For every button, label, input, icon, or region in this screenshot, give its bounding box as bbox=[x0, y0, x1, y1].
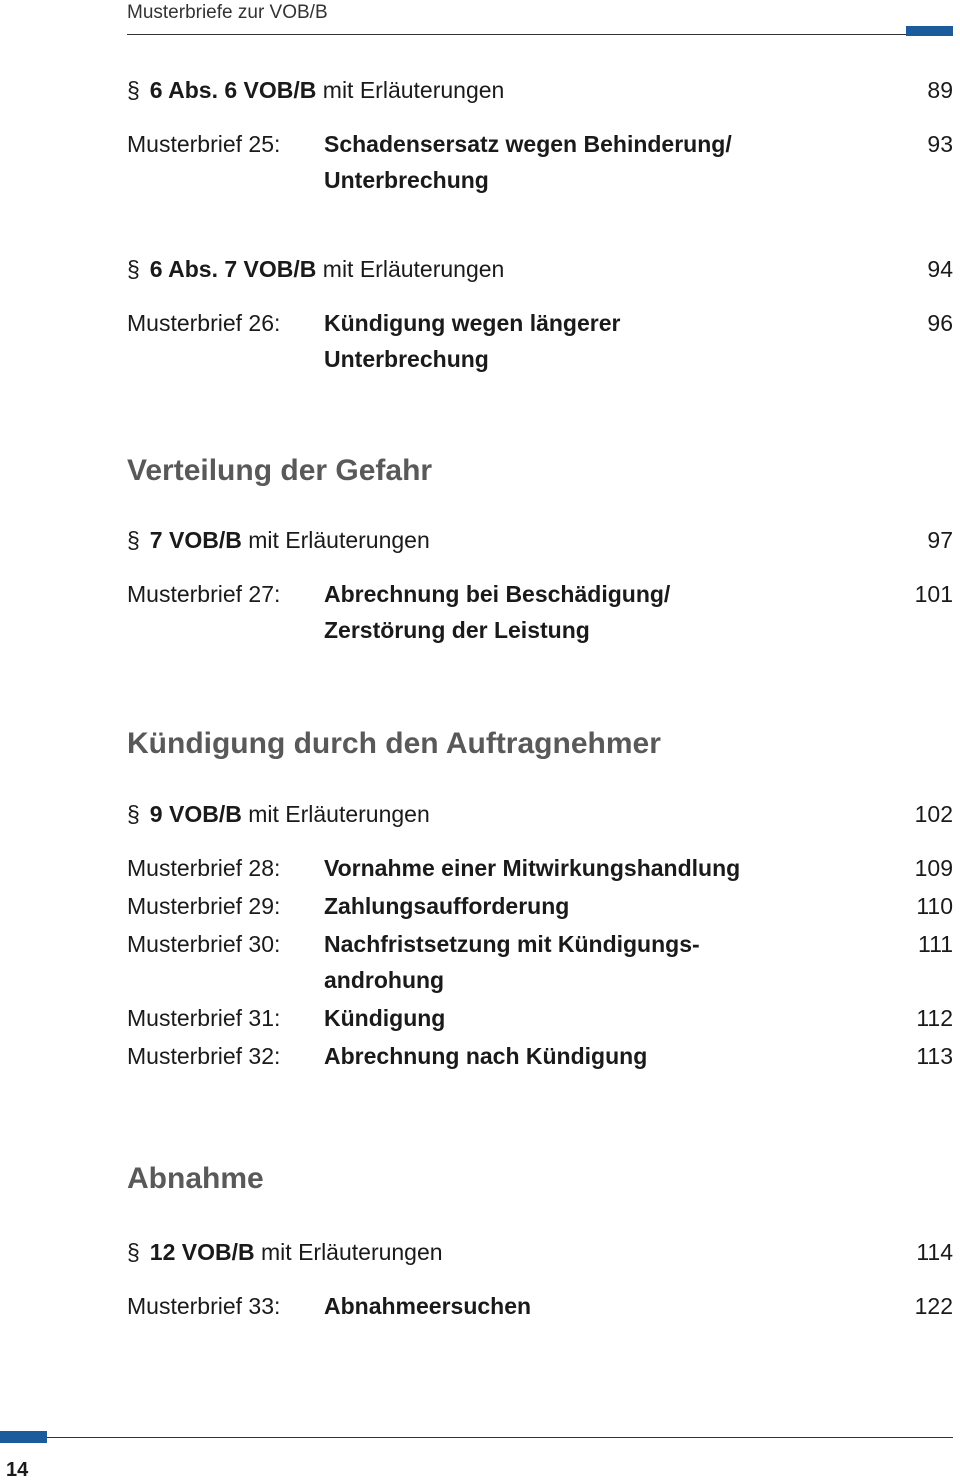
toc-entry-label: Musterbrief 25: bbox=[127, 131, 281, 157]
toc-entry-label: Musterbrief 29: bbox=[127, 893, 281, 919]
toc-entry-label: Musterbrief 31: bbox=[127, 1005, 281, 1031]
paragraph-sign: § bbox=[127, 527, 140, 553]
toc-entry-musterbrief-29[interactable] bbox=[127, 888, 953, 924]
toc-entry-musterbrief-31[interactable] bbox=[127, 1000, 953, 1036]
toc-page-number: 93 bbox=[927, 131, 953, 157]
toc-page-number: 96 bbox=[927, 310, 953, 336]
toc-page-number: 113 bbox=[916, 1043, 953, 1069]
toc-entry-title: Kündigung wegen längerer Unterbrechung bbox=[324, 310, 621, 372]
toc-entry-title: Kündigung bbox=[324, 1005, 446, 1031]
toc-entry-ref: 12 VOB/B bbox=[149, 1239, 255, 1265]
toc-entry-ref: 6 Abs. 7 VOB/B bbox=[149, 256, 317, 282]
toc-page-number: 114 bbox=[916, 1239, 953, 1265]
toc-entry-p6-7[interactable] bbox=[127, 251, 953, 287]
toc-entry-suffix: mit Erläuterungen bbox=[248, 527, 430, 553]
toc-entry-p9[interactable] bbox=[127, 796, 953, 832]
toc-entry-label: Musterbrief 28: bbox=[127, 855, 281, 881]
toc-entry-ref: 6 Abs. 6 VOB/B bbox=[149, 77, 317, 103]
toc-entry-suffix: mit Erläuterungen bbox=[322, 256, 505, 282]
toc-page-number: 122 bbox=[914, 1293, 953, 1319]
toc-entry-title: Abnahmeersuchen bbox=[324, 1293, 532, 1319]
toc-entry-ref: 9 VOB/B bbox=[149, 801, 242, 827]
running-head: Musterbriefe zur VOB/B bbox=[127, 2, 328, 23]
toc-page-number: 94 bbox=[927, 256, 953, 282]
toc-entry-title: Zahlungsaufforderung bbox=[324, 893, 570, 919]
toc-entry-p6-6[interactable] bbox=[127, 72, 953, 108]
section-heading-abnahme: Abnahme bbox=[127, 1162, 264, 1195]
toc-entry-ref: 7 VOB/B bbox=[149, 527, 242, 553]
toc-entry-musterbrief-33[interactable] bbox=[127, 1288, 953, 1324]
toc-entry-title: Abrechnung nach Kündigung bbox=[324, 1043, 648, 1069]
toc-entry-title: Vornahme einer Mitwirkungshandlung bbox=[324, 855, 741, 881]
toc-entry-title: Schadensersatz wegen Behinderung/ Unterbrechung bbox=[324, 131, 732, 193]
toc-entry-suffix: mit Erläuterungen bbox=[322, 77, 505, 103]
toc-entry-musterbrief-25[interactable] bbox=[127, 126, 953, 198]
footer-rule bbox=[0, 1437, 953, 1438]
toc-page-number: 111 bbox=[918, 931, 953, 957]
toc-page-number: 102 bbox=[914, 801, 953, 827]
toc-entry-title: Abrechnung bei Beschädigung/ Zerstörung der Leistung bbox=[324, 581, 671, 643]
paragraph-sign: § bbox=[127, 256, 140, 282]
toc-page-number: 110 bbox=[916, 893, 953, 919]
header-accent-block bbox=[906, 26, 953, 36]
header-rule bbox=[127, 34, 953, 35]
toc-page-number: 101 bbox=[914, 581, 953, 607]
paragraph-sign: § bbox=[127, 1239, 140, 1265]
toc-entry-suffix: mit Erläuterungen bbox=[261, 1239, 443, 1265]
toc-entry-musterbrief-32[interactable] bbox=[127, 1038, 953, 1074]
toc-entry-label: Musterbrief 26: bbox=[127, 310, 281, 336]
section-heading-gefahr: Verteilung der Gefahr bbox=[127, 454, 433, 487]
toc-entry-label: Musterbrief 30: bbox=[127, 931, 281, 957]
toc-entry-musterbrief-28[interactable] bbox=[127, 850, 953, 886]
toc-entry-title: Nachfristsetzung mit Kündigungs- androhung bbox=[324, 931, 700, 993]
toc-entry-p7[interactable] bbox=[127, 522, 953, 558]
toc-entry-label: Musterbrief 32: bbox=[127, 1043, 281, 1069]
toc-entry-musterbrief-26[interactable] bbox=[127, 305, 953, 377]
paragraph-sign: § bbox=[127, 801, 140, 827]
section-heading-kuendigung: Kündigung durch den Auftragnehmer bbox=[127, 727, 661, 760]
toc-page-number: 109 bbox=[914, 855, 953, 881]
table-of-contents bbox=[127, 72, 953, 1324]
toc-entry-musterbrief-27[interactable] bbox=[127, 576, 953, 648]
footer-accent-block bbox=[0, 1431, 47, 1443]
toc-page-number: 112 bbox=[916, 1005, 953, 1031]
toc-page-number: 97 bbox=[927, 527, 953, 553]
toc-entry-musterbrief-30[interactable] bbox=[127, 926, 953, 998]
toc-entry-label: Musterbrief 27: bbox=[127, 581, 281, 607]
page-number: 14 bbox=[6, 1459, 29, 1481]
toc-entry-suffix: mit Erläuterungen bbox=[248, 801, 430, 827]
toc-entry-label: Musterbrief 33: bbox=[127, 1293, 281, 1319]
paragraph-sign: § bbox=[127, 77, 140, 103]
toc-entry-p12[interactable] bbox=[127, 1234, 953, 1270]
toc-page-number: 89 bbox=[927, 77, 953, 103]
